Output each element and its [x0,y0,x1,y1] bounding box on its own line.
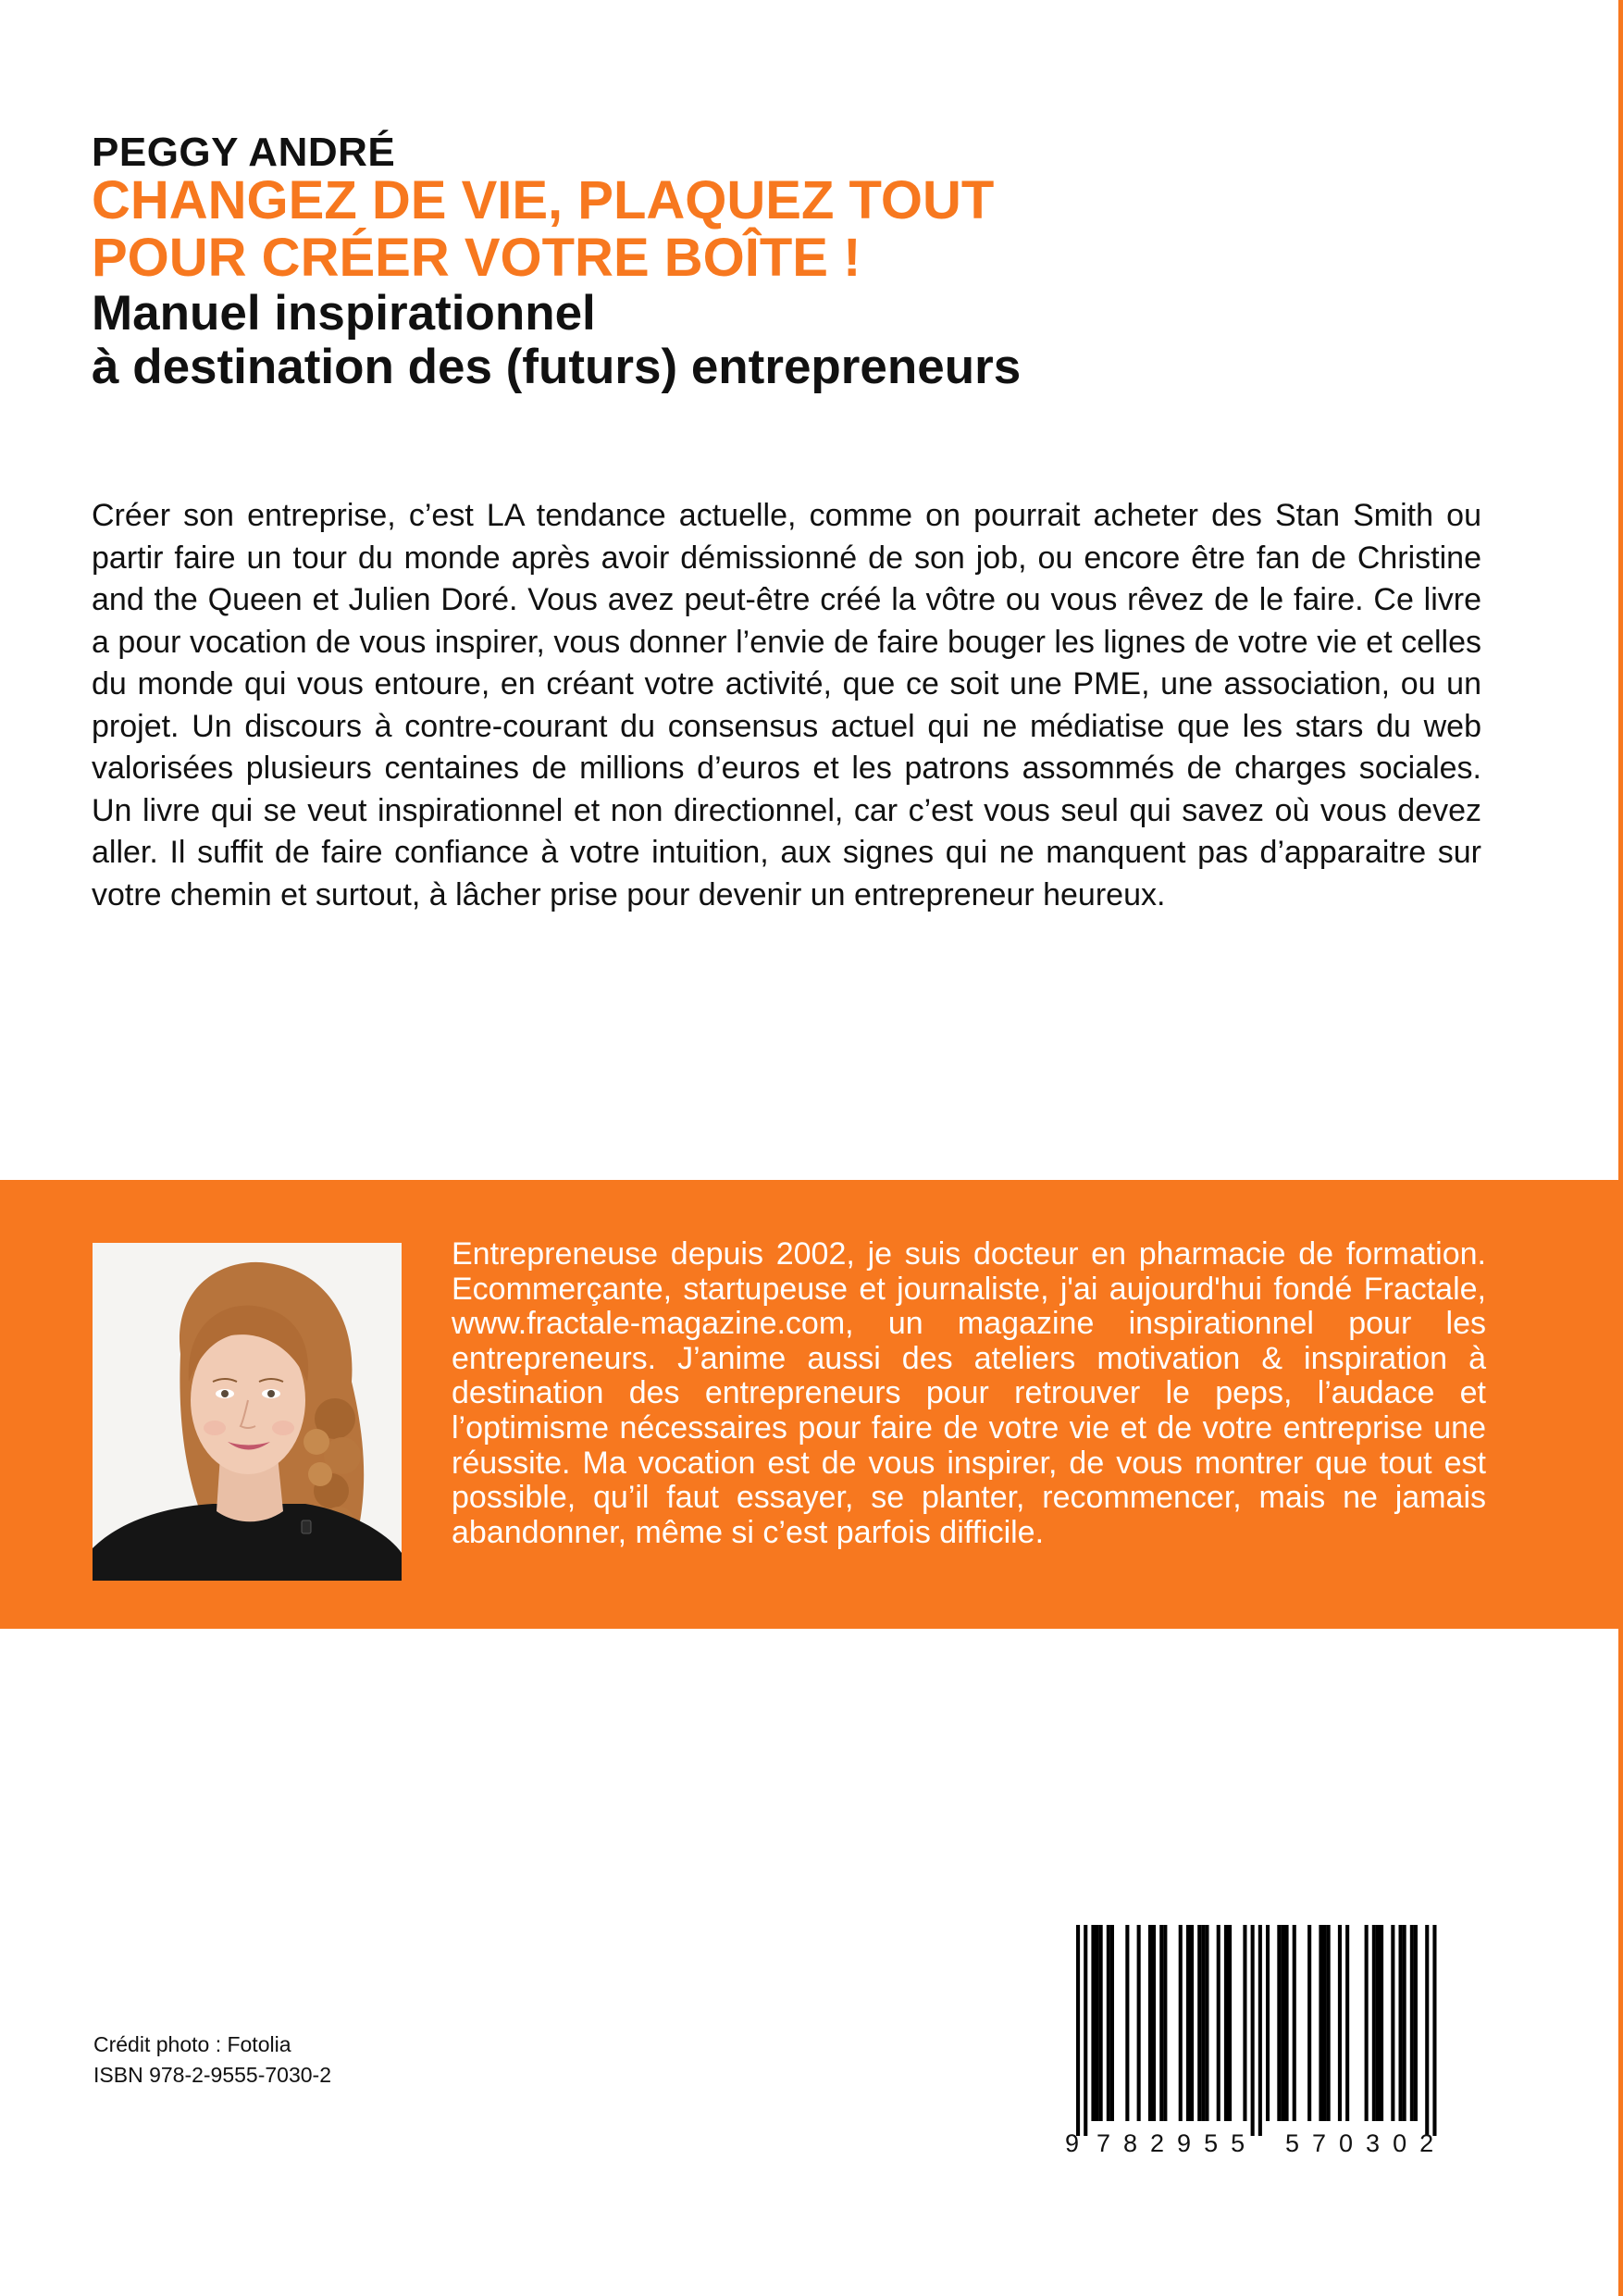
barcode-bar [1137,1925,1141,2121]
barcode-right-group: 570302 [1285,2129,1447,2156]
barcode-bar [1403,1925,1406,2121]
barcode-bar [1179,1925,1183,2121]
barcode-bar [1091,1925,1095,2121]
barcode-bar [1205,1925,1208,2121]
barcode-bar [1096,1925,1099,2121]
barcode-bar [1258,1925,1262,2136]
barcode-first-digit: 9 [1065,2129,1080,2156]
title-line: CHANGEZ DE VIE, PLAQUEZ TOUT [92,170,995,230]
barcode-bar [1224,1925,1228,2121]
barcode-bar [1125,1925,1129,2121]
barcode-bar [1099,1925,1103,2121]
barcode-bar [1425,1925,1429,2136]
barcode-bar [1293,1925,1296,2121]
author-bio: Entrepreneuse depuis 2002, je suis docteur en pharmacie de formation. Ecommerçante, startupeuse et journaliste, j'ai aujourd'hui fondé Fractale, www.fractale-magazine.com, un magazine inspirationnel pour les entrepreneurs. J’anime aussi des ateliers motivation & inspiration à destination des entrepreneurs pour retrouver le peps, l’audace et l’optimisme nécessaires pour faire de votre vie et de votre entreprise une réussite. Ma vocation est de vous inspirer, de vous montrer que tout est possible, qu’il faut essayer, se planter, recommencer, mais ne jamais abandonner, même si c’est parfois difficile. [452,1236,1486,1550]
barcode-bar [1251,1925,1255,2136]
barcode-bar [1323,1925,1327,2121]
barcode-bar [1159,1925,1163,2121]
barcode-bar [1281,1925,1284,2121]
barcode-bar [1365,1925,1369,2121]
subtitle-line: à destination des (futurs) entrepreneurs [92,340,1022,394]
barcode-bar [1376,1925,1380,2121]
barcode-bar [1380,1925,1383,2121]
subtitle-line: Manuel inspirationnel [92,286,596,341]
barcode-bar [1277,1925,1281,2121]
barcode-bar [1410,1925,1414,2121]
barcode-bar [1372,1925,1376,2121]
barcode-bar [1243,1925,1246,2121]
barcode-bar [1197,1925,1201,2121]
author-portrait-illustration [93,1243,402,1581]
isbn-text: ISBN 978-2-9555-7030-2 [93,2063,331,2087]
barcode-bar [1285,1925,1289,2121]
barcode-bar [1345,1925,1349,2121]
book-summary: Créer son entreprise, c’est LA tendance actuelle, comme on pourrait acheter des Stan Smith ou partir faire un tour du monde après avoir démissionné de son job, ou encore être fan de Christine and the Queen et Julien Doré. Vous avez peut-être créé la vôtre ou vous rêvez de le faire. Ce livre a pour vocation de vous inspirer, vous donner l’envie de faire bouger les lignes de votre vie et celles du monde qui vous entoure, en créant votre activité, que ce soit une PME, une association, ou un projet. Un discours à contre-courant du consensus actuel qui ne médiatise que les stars du web valorisées plusieurs centaines de millions d’euros et les patrons assommés de charges sociales. Un livre qui se veut inspirationnel et non directionnel, car c’est vous seul qui savez où vous devez aller. Il suffit de faire confiance à votre intuition, aux signes qui ne manquent pas d’apparaitre sur votre chemin et surtout, à lâcher prise pour devenir un entrepreneur heureux. [92,498,1481,912]
barcode-bar [1201,1925,1205,2121]
author-photo [93,1243,402,1581]
barcode-bar [1110,1925,1114,2121]
barcode-bar [1307,1925,1311,2121]
right-edge-stripe [1618,0,1623,2296]
author-name: PEGGY ANDRÉ [92,130,396,175]
barcode-bar [1414,1925,1418,2121]
book-title [92,172,994,287]
barcode-bar [1399,1925,1403,2121]
barcode-bar [1084,1925,1087,2136]
barcode-bar [1190,1925,1194,2121]
barcode-bar [1391,1925,1394,2121]
book-subtitle [92,287,1021,394]
barcode-bar [1228,1925,1232,2121]
barcode-bar [1266,1925,1270,2121]
barcode-bar [1076,1925,1080,2136]
barcode-bar [1319,1925,1322,2121]
barcode-bar [1338,1925,1342,2121]
barcode-bar [1432,1925,1436,2136]
barcode-bar [1327,1925,1331,2121]
title-line: POUR CRÉER VOTRE BOÎTE ! [92,228,861,288]
barcode-bar [1152,1925,1156,2121]
photo-credit: Crédit photo : Fotolia [93,2032,291,2056]
barcode-bar [1186,1925,1190,2121]
barcode-bar [1148,1925,1152,2121]
barcode-left-group: 782955 [1096,2129,1258,2156]
isbn-barcode [1052,1925,1496,2156]
credits-block [93,2029,331,2091]
barcode-bar [1163,1925,1167,2121]
barcode-bar [1107,1925,1110,2121]
barcode-bars [1076,1925,1437,2136]
author-bio-band [0,1180,1618,1629]
barcode-bar [1217,1925,1220,2121]
